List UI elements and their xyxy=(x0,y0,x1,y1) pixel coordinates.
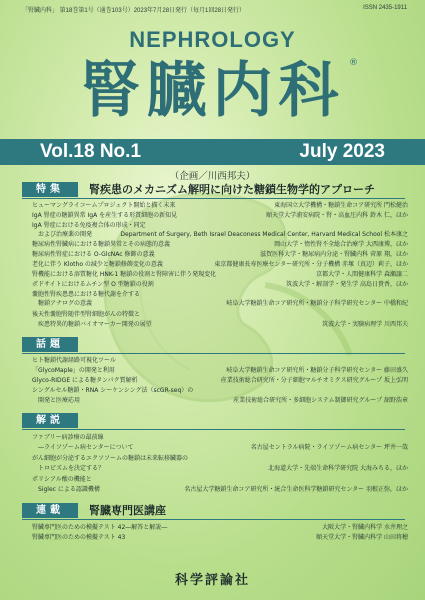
issn: ISSN 2435-1911 xyxy=(363,5,407,11)
topics-item xyxy=(32,386,408,396)
item-title: 疾患特異的糖鎖バイオマーカー開発の展望 xyxy=(32,321,152,328)
item-title: および治療薬の開発 xyxy=(32,231,93,238)
item-title: ポリシアル酸の機能と xyxy=(32,476,92,483)
publisher-name: 科学評論社 xyxy=(174,573,250,588)
item-authors: 筑波大学・解剖学・発生学 高島日貴香，ほか xyxy=(286,281,408,288)
item-title: IgA 腎症の糖鎖異常 IgA を産生する形質細胞の新知見 xyxy=(32,212,178,219)
feature-item xyxy=(32,240,408,250)
feature-item xyxy=(32,230,408,240)
topics-item xyxy=(32,366,408,376)
item-authors: 大阪大学・腎臓内科学 水井理之 xyxy=(322,524,408,531)
topics-item xyxy=(32,396,408,406)
feature-item xyxy=(32,250,408,260)
commentary-item xyxy=(32,464,408,474)
planning-editor: （企画／川西邦夫） xyxy=(169,171,256,182)
item-title: ヒト糖鎖代謝経路可視化ツール xyxy=(32,357,116,364)
item-authors: 滋賀医科大学・糖尿病内分泌・腎臓内科 菅原 翔，ほか xyxy=(260,251,408,258)
item-title: Glyco-RIDGE による糖タンパク質解析 xyxy=(32,377,138,384)
item-authors: 順天堂大学・腎臓内科学 山田将穂 xyxy=(316,534,408,541)
commentary-item xyxy=(32,433,408,443)
item-title: 嚢胞性腎疾患患における糖代謝を介する xyxy=(32,291,141,298)
item-title: 開発と医療応用 xyxy=(32,397,81,404)
feature-item xyxy=(32,299,408,309)
topics-item xyxy=(32,376,408,386)
item-title: Siglec による認識機構 xyxy=(32,486,100,493)
item-title: 糖尿病性腎臓病における糖鎖異常とその病態的意義 xyxy=(32,241,171,248)
commentary-item xyxy=(32,485,408,495)
item-authors: 京都大学・人間健康科学 森瀬譲二 xyxy=(316,271,408,278)
commentary-item xyxy=(32,475,408,485)
topics-rule xyxy=(22,353,405,354)
feature-item xyxy=(32,280,408,290)
feature-title: 腎疾患のメカニズム解明に向けた糖鎖生物学的アプローチ xyxy=(89,183,375,196)
item-title: 老化に伴う Klotho の減少と糖鎖修飾変化の意義 xyxy=(32,261,163,268)
item-title: トロピズムを決定する？ xyxy=(32,465,105,472)
feature-item xyxy=(32,320,408,330)
item-title: シングルセル糖鎖・RNA シーケンシング法（scGR-seq）の xyxy=(32,387,194,394)
item-title: ―ライソゾーム病センターについて xyxy=(32,444,134,451)
item-authors: 産業技術総合研究所・分子細胞マルチオミクス研究グループ 坂上弘明 xyxy=(220,377,408,384)
commentary-item xyxy=(32,443,408,453)
feature-item xyxy=(32,310,408,320)
feature-rule xyxy=(22,198,405,199)
item-authors: 岐阜大学糖鎖生命コア研究所・糖鎖分子科学研究センター 藤田盛久 xyxy=(226,367,408,374)
commentary-item xyxy=(32,454,408,464)
feature-item xyxy=(32,211,408,221)
series-item xyxy=(32,523,408,533)
item-authors: 東京都健康長寿医療センター研究所・分子機構 赤塚（真辺）莉子，ほか xyxy=(214,261,408,268)
item-title: ヒューマングライコームプロジェクト開始と描く未来 xyxy=(32,202,176,209)
volume-band xyxy=(0,139,425,165)
feature-label: 特集 xyxy=(22,182,78,197)
series-title: 腎臓専門医講座 xyxy=(89,504,166,517)
feature-item xyxy=(32,270,408,280)
item-title: 糖鎖アナログの意義 xyxy=(32,300,93,307)
item-authors: 名古屋セントラル病院・ライソゾーム病センター 坪井一哉 xyxy=(250,444,408,451)
item-authors: 北海道大学・先端生命科学研究院 大海みちる，ほか xyxy=(268,465,408,472)
item-title: ファブリー病診療の最前線 xyxy=(32,434,104,441)
topics-label: 話題 xyxy=(22,337,78,352)
issue-info-line xyxy=(0,5,425,15)
series-rule xyxy=(22,519,405,520)
item-title: 「GlycoMaple」の開発と利用 xyxy=(32,367,115,374)
feature-item xyxy=(32,260,408,270)
item-authors: 岡山大学・惰性腎不全総合治療学 大西康博，ほか xyxy=(274,241,408,248)
item-authors: 筑波大学・実験病理学 川西邦夫 xyxy=(322,321,408,328)
issue-date: July 2023 xyxy=(299,141,385,162)
volume-number: Vol.18 No.1 xyxy=(40,141,142,162)
commentary-rule xyxy=(22,429,405,430)
series-item xyxy=(32,533,408,543)
topics-item xyxy=(32,356,408,366)
item-title: がん細胞が分泌するエクソソームの糖鎖は未来転移臓器の xyxy=(32,455,189,462)
item-title: IgA 腎症における免疫複合体の形成・同定 xyxy=(32,222,146,229)
publication-info: 「腎臓内科」 第18巻第1号（通巻103号）2023年7月28日発行（毎月1回28日発行） xyxy=(22,8,246,14)
item-title: 腎機能における溶質糖化 HNK-1 糖鎖の役割と腎障害に伴う発現変化 xyxy=(32,271,217,278)
item-title: 後天性嚢胞腎随伴型腎細胞がんの特徴と xyxy=(32,311,141,318)
item-authors: 岐阜大学糖鎖生命コア研究所・糖鎖分子科学研究センター 中橋和紀 xyxy=(226,300,408,307)
registered-mark: ® xyxy=(349,58,358,68)
item-authors: 産業技術総合研究所・多細胞システム制御研究グループ 舘野浩章 xyxy=(233,397,408,404)
item-title: ポドサイトにおけるムチン型 O 型糖鎖の役割 xyxy=(32,281,154,288)
item-title: 腎臓専門医のための模擬テスト 42―解答と解説― xyxy=(32,524,168,531)
journal-title-english: NEPHROLOGY xyxy=(129,27,296,52)
feature-item xyxy=(32,201,408,211)
item-authors: 名古屋大学糖鎖生命コア研究所・統合生命医科学糖鎖研究センター 羽根正弥，ほか xyxy=(184,486,408,493)
series-label: 連載 xyxy=(22,503,78,518)
item-title: 糖尿病性腎症における O-GlcNAc 修飾の意義 xyxy=(32,251,155,258)
item-title: 腎臓専門医のための模擬テスト 43 xyxy=(32,534,126,541)
commentary-label: 解説 xyxy=(22,413,78,428)
journal-title-japanese: 腎臓内科 xyxy=(80,56,345,126)
item-authors: 東海国立大学機構・糖鎖生命コア研究所 門松健治 xyxy=(274,202,408,209)
item-authors: 順天堂大学浦安病院・腎・高血圧内科 鈴木 仁，ほか xyxy=(266,212,408,219)
item-authors: Department of Surgery, Beth Israel Deaconess Medical Center, Harvard Medical School 松本康之 xyxy=(120,231,408,238)
